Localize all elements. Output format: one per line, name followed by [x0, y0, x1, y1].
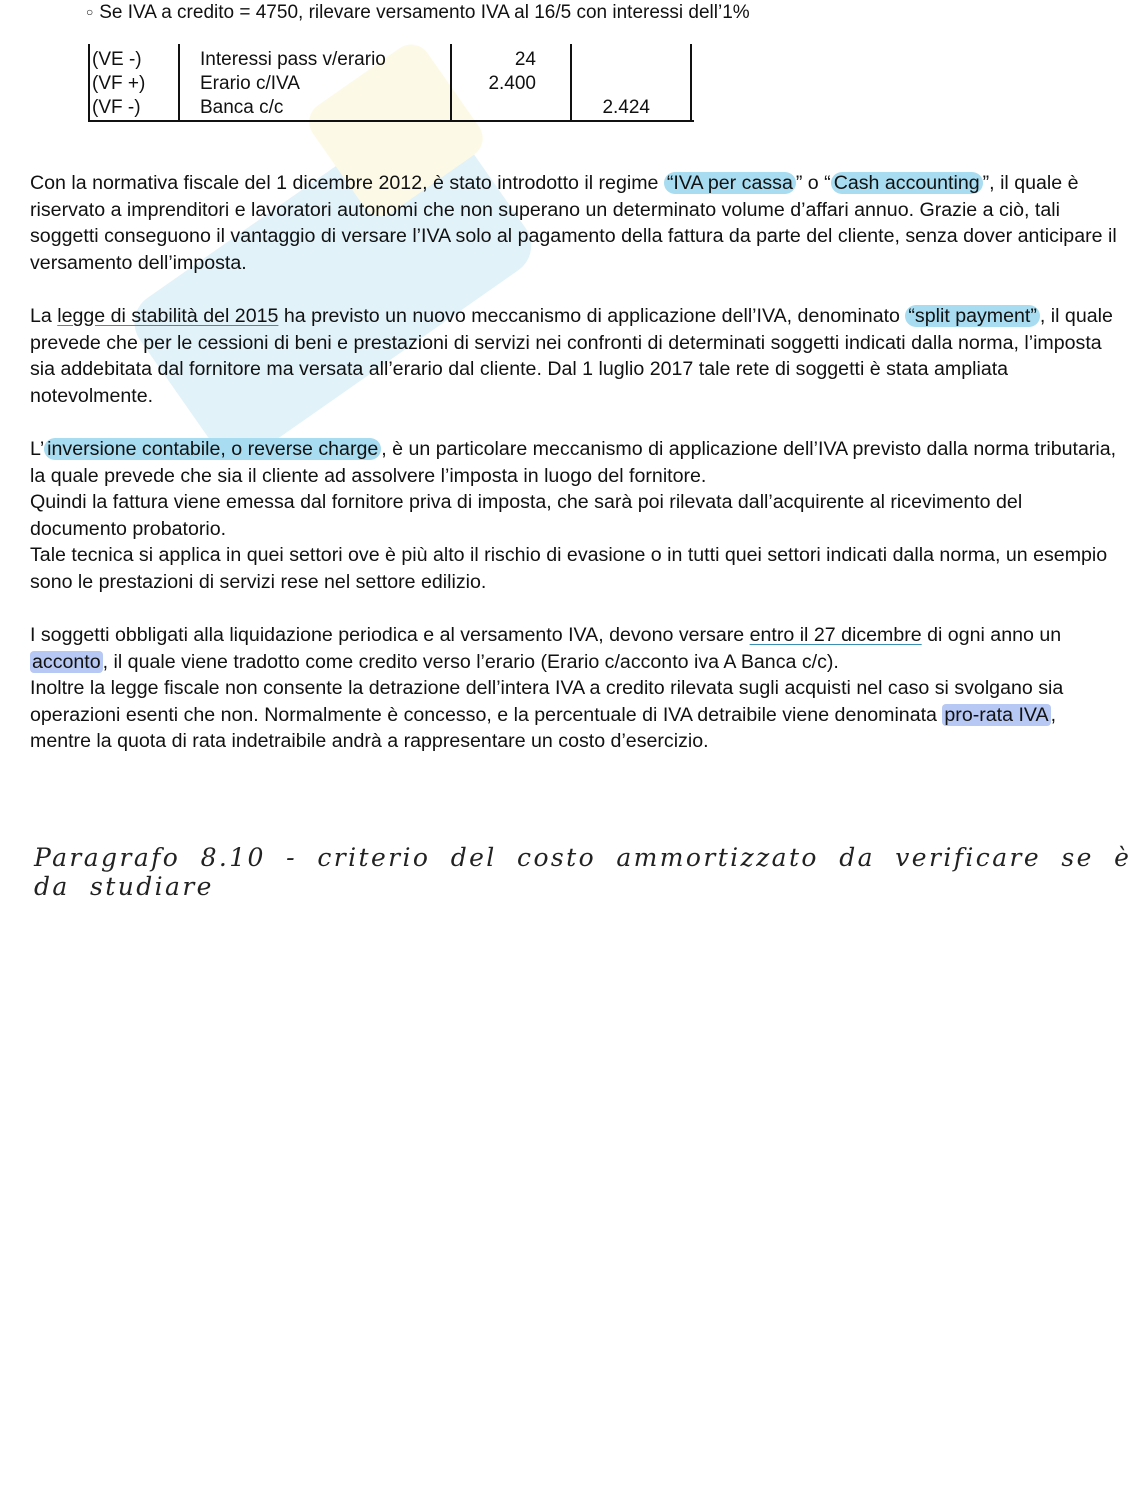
entry-code: (VE -) [92, 49, 142, 70]
entry-debit: 2.400 [488, 73, 536, 94]
journal-entry-table [88, 44, 694, 122]
entry-account: Erario c/IVA [200, 73, 300, 94]
circle-bullet-icon: ○ [86, 5, 94, 19]
entry-credit: 2.424 [602, 97, 650, 118]
underlined-text: legge di stabilità del 2015 [57, 305, 279, 327]
table-row [88, 96, 694, 120]
underlined-text: entro il 27 dicembre [749, 624, 922, 646]
table-row [88, 72, 694, 96]
table-row [88, 48, 694, 72]
bullet-text: Se IVA a credito = 4750, rilevare versamento IVA al 16/5 con interessi dell’1% [99, 2, 750, 23]
entry-code: (VF -) [92, 97, 141, 118]
entry-account: Banca c/c [200, 97, 284, 118]
highlight: acconto [32, 650, 101, 673]
paragraph-iva-per-cassa: Con la normativa fiscale del 1 dicembre 2012, è stato introdotto il regime “IVA per cassa ” o “ Cash accounting ”, il quale è riservato a imprenditori e lavoratori autonomi che non superano un determinato volume d’affari annuo. Grazie a ciò, tali soggetti conseguono il vantaggio di versare l’IVA solo al pagamento della fattura da parte del cliente, senza dover anticipare il versamento dell’imposta. [30, 172, 1117, 274]
paragraph-acconto: I soggetti obbligati alla liquidazione periodica e al versamento IVA, devono versare entro il 27 dicembre di ogni anno un acconto , il quale viene tradotto come credito verso l’erario (Erario c/acconto iva A Banca c/c). Inoltre la legge fiscale non consente la detrazione dell’intera IVA a credito rilevata sugli acquisti nel caso si svolgano sia operazioni esenti che non. Normalmente è concesso, e la percentuale di IVA detraibile viene denominata pro-rata IVA , mentre la quota di rata indetraibile andrà a rappresentare un costo d’esercizio. [30, 624, 1064, 752]
highlight: pro-rata IVA [944, 703, 1049, 726]
bullet-item [86, 1, 750, 26]
highlight: inversione contabile, o reverse charge [44, 438, 381, 460]
highlight: Cash accounting [831, 172, 983, 194]
entry-debit: 24 [514, 49, 536, 70]
highlight: “IVA per cassa [664, 172, 796, 194]
paragraph-reverse-charge: L’ inversione contabile, o reverse charge , è un particolare meccanismo di applicazione dell’IVA previsto dalla norma tributaria, la quale prevede che sia il cliente ad assolvere l’imposta in luogo del fornitore. Quindi la fattura viene emessa dal fornitore priva di imposta, che sarà poi rilevata dall’acquirente al ricevimento del documento probatorio. Tale tecnica si applica in quei settori ove è più alto il rischio di evasione o in tutti quei settori indicati dalla norma, un esempio sono le prestazioni di servizi rese nel settore edilizio. [30, 438, 1117, 593]
entry-code: (VF +) [92, 73, 146, 94]
highlight: “split payment” [905, 305, 1040, 327]
handwritten-note: Paragrafo 8.10 - criterio del costo ammortizzato da verificare se è da studiare [34, 843, 1132, 901]
entry-account: Interessi pass v/erario [200, 49, 386, 70]
paragraph-split-payment: La legge di stabilità del 2015 ha previsto un nuovo meccanismo di applicazione dell’IVA, denominato “split payment” , il quale prevede che per le cessioni di beni e prestazioni di servizi nei confronti di determinati soggetti indicati dalla norma, l’imposta sia addebitata dal fornitore ma versata all’erario dal cliente. Dal 1 luglio 2017 tale rete di soggetti è stata ampliata notevolmente. [30, 305, 1113, 407]
